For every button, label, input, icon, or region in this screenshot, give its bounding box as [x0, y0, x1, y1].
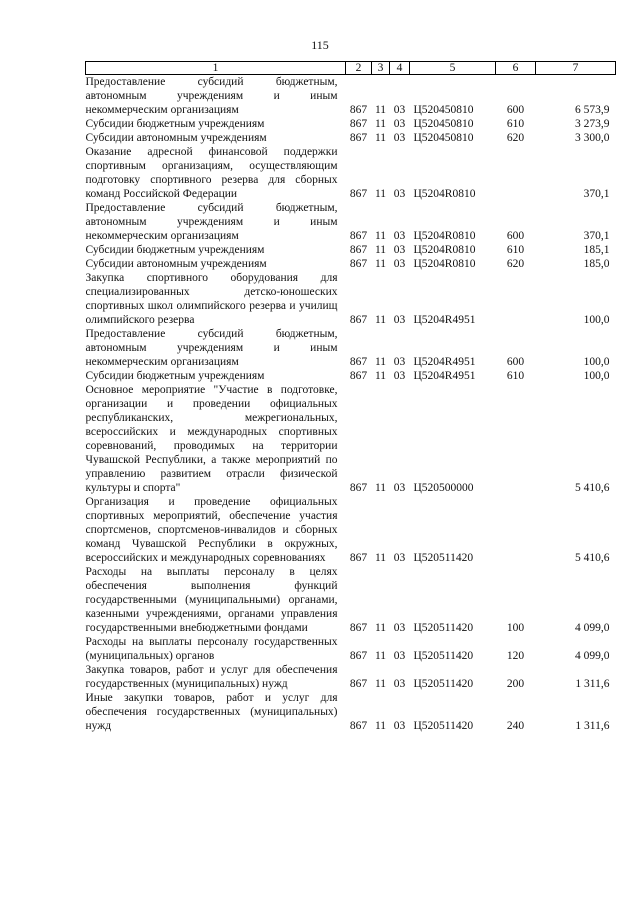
row-target-article: Ц5204R4951 — [413, 314, 476, 326]
table-row — [86, 131, 616, 145]
row-subsection: 03 — [393, 678, 406, 690]
row-name: Закупка товаров, работ и услуг для обеспечения государственных (муниципальных) нужд — [85, 664, 338, 690]
table-row — [86, 495, 616, 565]
row-subsection: 03 — [393, 118, 406, 130]
row-subsection: 03 — [393, 314, 406, 326]
page-number: 115 — [311, 38, 329, 52]
table-row — [86, 243, 616, 257]
row-subsection: 03 — [393, 188, 406, 200]
row-subsection: 03 — [393, 244, 406, 256]
row-target-article: Ц520511420 — [413, 678, 474, 690]
header-col-5: 5 — [410, 62, 496, 75]
row-grbs: 867 — [349, 370, 368, 382]
row-section: 11 — [374, 482, 387, 494]
row-amount: 4 099,0 — [575, 622, 610, 634]
row-grbs: 867 — [349, 552, 368, 564]
row-expense-type: 620 — [506, 132, 525, 144]
row-amount: 100,0 — [583, 370, 610, 382]
budget-table — [85, 61, 616, 733]
row-expense-type: 200 — [506, 678, 525, 690]
row-expense-type: 610 — [506, 244, 525, 256]
row-amount: 5 410,6 — [575, 552, 610, 564]
row-grbs: 867 — [349, 622, 368, 634]
row-subsection: 03 — [393, 104, 406, 116]
row-expense-type: 600 — [506, 104, 525, 116]
row-section: 11 — [374, 552, 387, 564]
row-expense-type — [496, 145, 536, 201]
row-target-article: Ц520511420 — [413, 552, 474, 564]
row-amount: 370,1 — [583, 230, 610, 242]
row-section: 11 — [374, 650, 387, 662]
row-name: Субсидии автономным учреждениям — [85, 132, 267, 144]
row-expense-type — [496, 383, 536, 495]
row-section: 11 — [374, 678, 387, 690]
row-subsection: 03 — [393, 552, 406, 564]
row-target-article: Ц520511420 — [413, 622, 474, 634]
row-name: Предоставление субсидий бюджетным, автономным учреждениям и иным некоммерческим организациям — [85, 202, 338, 242]
row-amount: 185,0 — [583, 258, 610, 270]
row-amount: 185,1 — [583, 244, 610, 256]
row-subsection: 03 — [393, 482, 406, 494]
table-row — [86, 663, 616, 691]
table-row — [86, 565, 616, 635]
header-col-3: 3 — [372, 62, 390, 75]
row-section: 11 — [374, 258, 387, 270]
row-amount: 5 410,6 — [575, 482, 610, 494]
row-expense-type: 620 — [506, 258, 525, 270]
table-body — [86, 75, 616, 734]
row-name: Предоставление субсидий бюджетным, автономным учреждениям и иным некоммерческим организациям — [85, 328, 338, 368]
row-target-article: Ц520511420 — [413, 720, 474, 732]
table-row — [86, 327, 616, 369]
table-row — [86, 691, 616, 733]
table-row — [86, 145, 616, 201]
row-section: 11 — [374, 370, 387, 382]
row-expense-type: 240 — [506, 720, 525, 732]
row-amount: 370,1 — [583, 188, 610, 200]
header-col-7: 7 — [536, 62, 616, 75]
row-target-article: Ц5204R0810 — [413, 188, 476, 200]
row-subsection: 03 — [393, 650, 406, 662]
row-name: Организация и проведение официальных спортивных мероприятий, обеспечение участия спортсменов, спортсменов-инвалидов и сборных команд Чувашской Республики в окружных, всероссийских и международных соревнованиях — [85, 496, 338, 564]
row-name: Иные закупки товаров, работ и услуг для обеспечения государственных (муниципальных) нужд — [85, 692, 338, 732]
table-row — [86, 201, 616, 243]
row-name: Субсидии автономным учреждениям — [85, 258, 267, 270]
row-section: 11 — [374, 132, 387, 144]
row-target-article: Ц5204R4951 — [413, 356, 476, 368]
row-subsection: 03 — [393, 356, 406, 368]
row-expense-type: 600 — [506, 230, 525, 242]
table-header-row — [86, 62, 616, 75]
row-expense-type — [496, 495, 536, 565]
row-section: 11 — [374, 720, 387, 732]
row-name: Расходы на выплаты персоналу в целях обеспечения выполнения функций государственными (муниципальными) органами, казенными учреждениями, органами управления государственными внебюджетными фондами — [85, 566, 338, 634]
row-name: Расходы на выплаты персоналу государственных (муниципальных) органов — [85, 636, 338, 662]
row-grbs: 867 — [349, 314, 368, 326]
row-subsection: 03 — [393, 622, 406, 634]
row-amount: 100,0 — [583, 356, 610, 368]
row-name: Субсидии бюджетным учреждениям — [85, 370, 265, 382]
row-name: Предоставление субсидий бюджетным, автономным учреждениям и иным некоммерческим организациям — [85, 76, 338, 116]
row-grbs: 867 — [349, 482, 368, 494]
row-grbs: 867 — [349, 650, 368, 662]
row-section: 11 — [374, 244, 387, 256]
row-subsection: 03 — [393, 720, 406, 732]
row-subsection: 03 — [393, 132, 406, 144]
row-amount: 1 311,6 — [575, 678, 610, 690]
row-section: 11 — [374, 230, 387, 242]
row-name: Закупка спортивного оборудования для специализированных детско-юношеских спортивных школ олимпийского резерва и училищ олимпийского резерва — [85, 272, 338, 326]
table-row — [86, 369, 616, 383]
row-grbs: 867 — [349, 678, 368, 690]
row-target-article: Ц5204R0810 — [413, 230, 476, 242]
row-expense-type: 600 — [506, 356, 525, 368]
row-expense-type — [496, 271, 536, 327]
row-target-article: Ц520450810 — [413, 132, 474, 144]
row-grbs: 867 — [349, 258, 368, 270]
row-grbs: 867 — [349, 720, 368, 732]
row-target-article: Ц5204R0810 — [413, 258, 476, 270]
row-section: 11 — [374, 314, 387, 326]
row-amount: 3 273,9 — [575, 118, 610, 130]
row-subsection: 03 — [393, 230, 406, 242]
row-subsection: 03 — [393, 370, 406, 382]
row-section: 11 — [374, 356, 387, 368]
row-target-article: Ц5204R0810 — [413, 244, 476, 256]
row-name: Субсидии бюджетным учреждениям — [85, 244, 265, 256]
row-section: 11 — [374, 104, 387, 116]
row-target-article: Ц520500000 — [413, 482, 474, 494]
row-subsection: 03 — [393, 258, 406, 270]
row-grbs: 867 — [349, 104, 368, 116]
row-expense-type: 610 — [506, 370, 525, 382]
table-row — [86, 257, 616, 271]
row-amount: 100,0 — [583, 314, 610, 326]
row-name: Субсидии бюджетным учреждениям — [85, 118, 265, 130]
row-amount: 3 300,0 — [575, 132, 610, 144]
table-row — [86, 271, 616, 327]
header-col-2: 2 — [346, 62, 372, 75]
row-expense-type: 610 — [506, 118, 525, 130]
table-row — [86, 383, 616, 495]
table-row — [86, 75, 616, 118]
row-name: Оказание адресной финансовой поддержки спортивным организациям, осуществляющим подготовку спортивного резерва для сборных команд Российской Федерации — [85, 146, 338, 200]
table-row — [86, 635, 616, 663]
row-amount: 1 311,6 — [575, 720, 610, 732]
header-col-1: 1 — [86, 62, 346, 75]
row-section: 11 — [374, 188, 387, 200]
row-grbs: 867 — [349, 188, 368, 200]
row-grbs: 867 — [349, 356, 368, 368]
row-target-article: Ц520511420 — [413, 650, 474, 662]
header-col-4: 4 — [390, 62, 410, 75]
row-section: 11 — [374, 622, 387, 634]
row-target-article: Ц520450810 — [413, 104, 474, 116]
row-target-article: Ц5204R4951 — [413, 370, 476, 382]
row-grbs: 867 — [349, 118, 368, 130]
table-row — [86, 117, 616, 131]
row-expense-type: 100 — [506, 622, 525, 634]
row-amount: 4 099,0 — [575, 650, 610, 662]
row-grbs: 867 — [349, 244, 368, 256]
header-col-6: 6 — [496, 62, 536, 75]
row-amount: 6 573,9 — [575, 104, 610, 116]
row-expense-type: 120 — [506, 650, 525, 662]
row-grbs: 867 — [349, 132, 368, 144]
row-section: 11 — [374, 118, 387, 130]
row-target-article: Ц520450810 — [413, 118, 474, 130]
row-grbs: 867 — [349, 230, 368, 242]
row-name: Основное мероприятие "Участие в подготовке, организации и проведении официальных республиканских, межрегиональных, всероссийских и международных спортивных соревнований, проводимых на территории Чувашской Республики, а также мероприятий по управлению развитием отрасли физической культуры и спорта" — [85, 384, 338, 494]
